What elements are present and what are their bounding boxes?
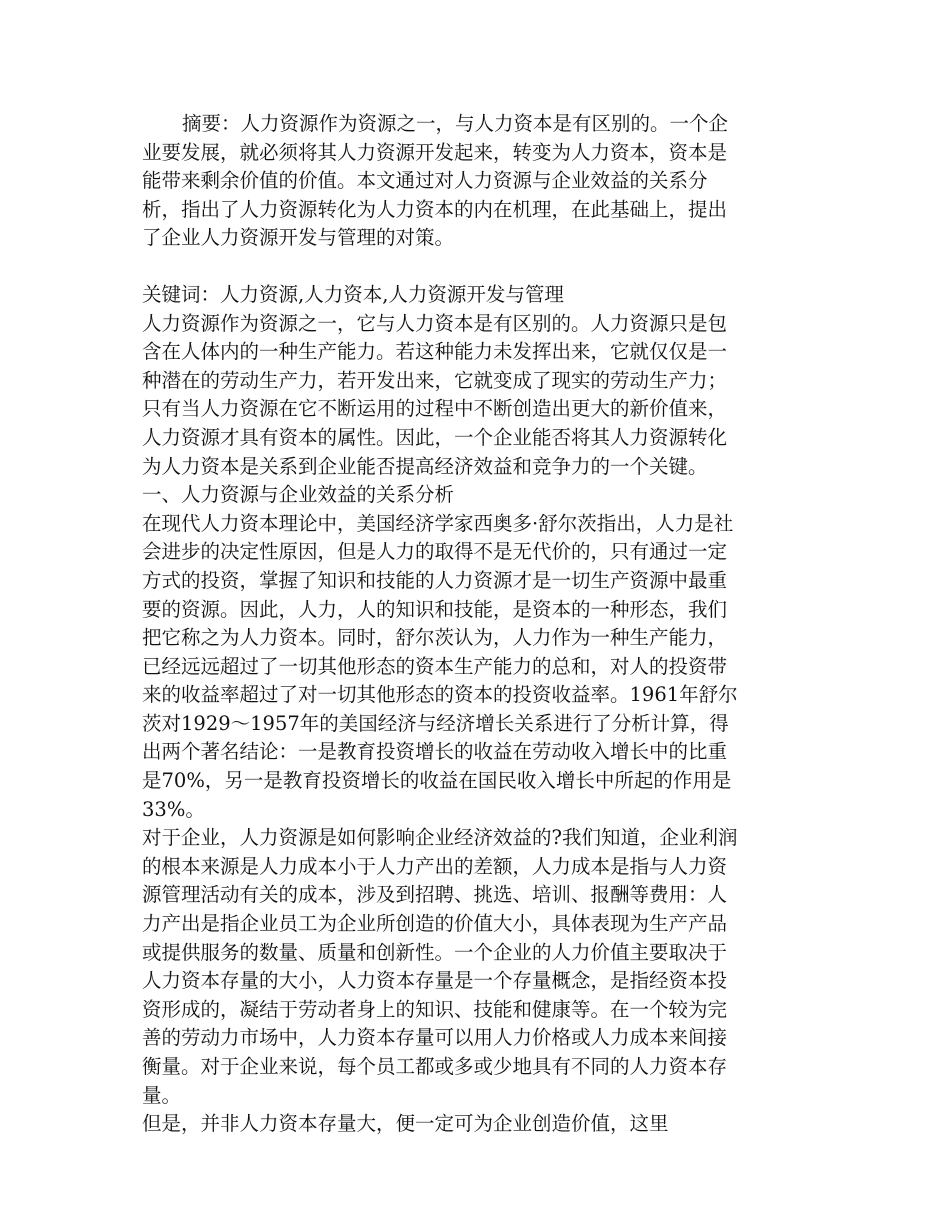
keywords-line: 关键词：人力资源,人力资本,人力资源开发与管理 (142, 282, 564, 306)
section1-paragraph-3: 但是，并非人力资本存量大，便一定可为企业创造价值，这里 (142, 1112, 669, 1136)
abstract-paragraph: 摘要：人力资源作为资源之一，与人力资本是有区别的。一个企业要发展，就必须将其人力资源开发起来，转变为人力资本，资本是能带来剩余价值的价值。本文通过对人力资源与企业效益的关系分析，指出了人力资源转化为人力资本的内在机理，在此基础上，提出了企业人力资源开发与管理的对策。 (142, 112, 729, 250)
intro-paragraph: 人力资源作为资源之一，它与人力资本是有区别的。人力资源只是包含在人体内的一种生产能力。若这种能力未发挥出来，它就仅仅是一种潜在的劳动生产力，若开发出来，它就变成了现实的劳动生产力；只有当人力资源在它不断运用的过程中不断创造出更大的新价值来，人力资源才具有资本的属性。因此，一个企业能否将其人力资源转化为人力资本是关系到企业能否提高经济效益和竞争力的一个关键。 (142, 311, 728, 478)
paragraph-spacer (142, 253, 742, 281)
document-page (142, 110, 742, 1139)
section1-paragraph-2: 对于企业，人力资源是如何影响企业经济效益的?我们知道，企业利润的根本来源是人力成本小于人力产出的差额，人力成本是指与人力资源管理活动有关的成本，涉及到招聘、挑选、培训、报酬等费用：人力产出是指企业员工为企业所创造的价值大小，具体表现为生产产品或提供服务的数量、质量和创新性。一个企业的人力价值主要取决于人力资本存量的大小，人力资本存量是一个存量概念，是指经资本投资形成的，凝结于劳动者身上的知识、技能和健康等。在一个较为完善的劳动力市场中，人力资本存量可以用人力价格或人力成本来间接衡量。对于企业来说，每个员工都或多或少地具有不同的人力资本存量。 (142, 826, 738, 1107)
section-heading-1: 一、人力资源与企业效益的关系分析 (142, 483, 455, 507)
section1-paragraph-1: 在现代人力资本理论中，美国经济学家西奥多·舒尔茨指出，人力是社会进步的决定性原因，但是人力的取得不是无代价的，只有通过一定方式的投资，掌握了知识和技能的人力资源才是一切生产资源中最重要的资源。因此，人力，人的知识和技能，是资本的一种形态，我们把它称之为人力资本。同时，舒尔茨认为，人力作为一种生产能力，已经远远超过了一切其他形态的资本生产能力的总和，对人的投资带来的收益率超过了对一切其他形态的资本的投资收益率。1961年舒尔茨对1929～1957年的美国经济与经济增长关系进行了分析计算，得出两个著名结论：一是教育投资增长的收益在劳动收入增长中的比重是70%，另一是教育投资增长的收益在国民收入增长中所起的作用是33%。 (142, 511, 738, 821)
